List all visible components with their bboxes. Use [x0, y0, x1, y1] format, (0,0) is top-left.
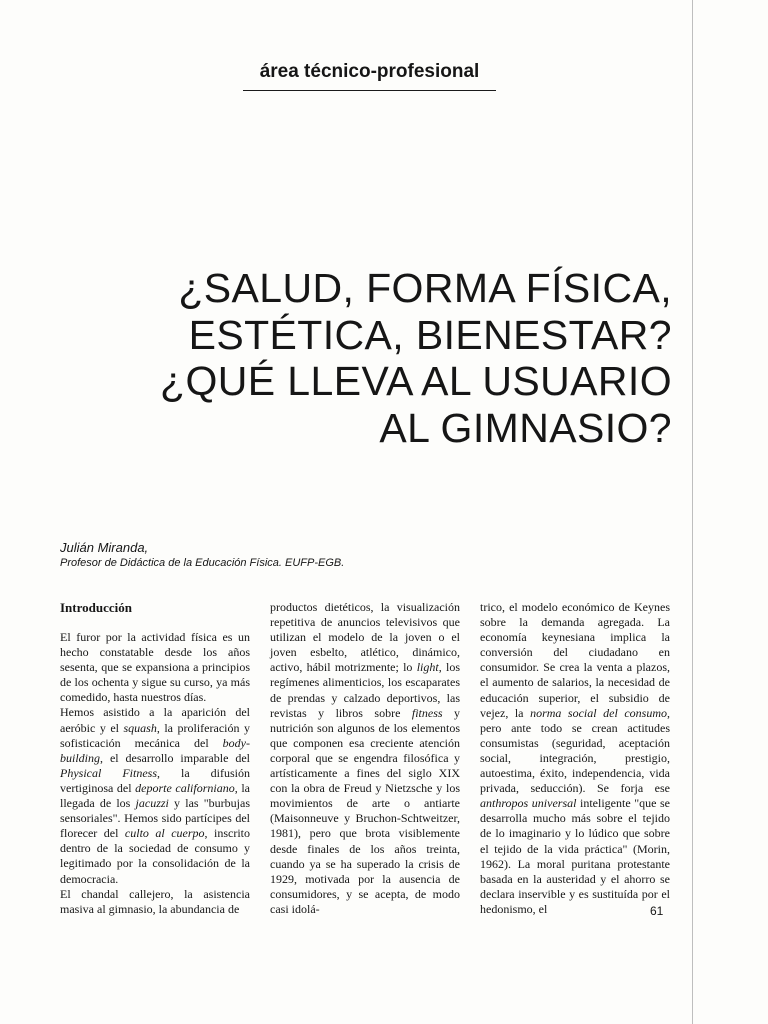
- text-run: y las "burbujas sensoriales". Hemos sido partícipes del florecer del: [60, 796, 250, 841]
- text-run: , pero ante todo se crean actitudes consumistas (seguridad, aceptación social, integración, prestigio, autoestima, éxito, independencia, vida privada, seducción). Se forja ese: [480, 705, 670, 796]
- italic-term: anthropos universal: [480, 796, 577, 811]
- author-block: [60, 540, 620, 571]
- paragraph-5: [480, 600, 670, 917]
- title-line-3: ¿QUÉ LLEVA AL USUARIO: [160, 358, 672, 404]
- author-affiliation: Profesor de Didáctica de la Educación Física. EUFP-EGB.: [60, 557, 345, 569]
- italic-term: deporte californiano: [135, 780, 235, 795]
- italic-term: norma social del consumo: [530, 705, 667, 720]
- italic-term: squash: [123, 720, 157, 735]
- text-run: productos dietéticos, la visualización repetitiva de anuncios televisivos que utilizan el modelo de la joven o el joven esbelto, atlético, dinámico, activo, hábil motrizmente; lo: [270, 600, 460, 675]
- text-column-2: [270, 600, 460, 917]
- text-column-1: [60, 600, 250, 917]
- title-line-2: ESTÉTICA, BIENESTAR?: [188, 311, 672, 358]
- paragraph-2: [60, 705, 250, 886]
- text-run: , los regímenes alimenticios, los escaparates de prendas y calzado deportivos, las revistas y libros sobre: [270, 660, 460, 720]
- title-line-1: ¿SALUD, FORMA FÍSICA,: [178, 265, 672, 311]
- italic-term: light: [416, 660, 439, 675]
- italic-term: fitness: [411, 705, 443, 720]
- italic-term: jacuzzi: [135, 796, 169, 811]
- title-line-4: AL GIMNASIO?: [379, 404, 672, 451]
- paragraph-3: El chandal callejero, la asistencia masiva al gimnasio, la abundancia de: [60, 886, 250, 916]
- paragraph-1: El furor por la actividad física es un hecho constatable desde los años sesenta, que se expansiona a principios de los ochenta y sigue su curso, ya más comedido, hasta nuestros días.: [60, 630, 250, 705]
- paragraph-4: [270, 600, 460, 917]
- text-column-3: [480, 600, 670, 917]
- text-run: , inscrito dentro de la sociedad de consumo y legitimado por la consolidación de la democracia.: [60, 826, 251, 886]
- italic-term: Physical Fitness: [60, 765, 157, 780]
- italic-term: culto al cuerpo: [124, 826, 205, 841]
- text-run: , la proliferación y sofisticación mecánica del: [60, 720, 250, 750]
- text-run: , la llegada de los: [60, 780, 250, 811]
- text-run: trico, el modelo económico de Keynes sobre la demanda agregada. La economía keynesiana implica la conversión del ciudadano en consumidor. Se crea la venta a plazos, el aumento de salarios, la necesidad de educación superior, el subsidio de vejez, la: [480, 600, 670, 720]
- text-run: inteligente "que se desarrolla mucho más sobre el tejido de lo imaginario y lo lúdico que sobre el tejido de la vida práctica" (Morin, 1962). La moral puritana protestante basada en la austeridad y el ahorro se declara inservible y es sustituída por el hedonismo, el: [480, 796, 670, 916]
- section-heading: Introducción: [60, 600, 132, 615]
- section-header: área técnico-profesional: [243, 60, 496, 91]
- italic-term: body-building: [60, 735, 250, 765]
- text-run: , la difusión vertiginosa del: [60, 765, 251, 795]
- page-edge-line: [692, 0, 693, 1024]
- page-number: 61: [650, 904, 664, 918]
- text-run: , el desarrollo imparable del: [100, 750, 250, 765]
- article-title: [60, 265, 672, 451]
- text-run: y nutrición son algunos de los elementos que componen esa creciente atención corporal que se engendra filosófica y artísticamente a fines del siglo XIX con la obra de Freud y Nietzsche y los movimientos de arte o antiarte (Maisonneuve y Bruchon-Schtweitzer, 1981), pero que brota visiblemente desde finales de los años treinta, cuando ya se ha superado la crisis de 1929, motivada por la ausencia de consumidores, y se acepta, de modo casi idolá-: [270, 705, 460, 916]
- author-name: Julián Miranda,: [60, 540, 149, 555]
- text-run: Hemos asistido a la aparición del aeróbic y el: [60, 705, 250, 735]
